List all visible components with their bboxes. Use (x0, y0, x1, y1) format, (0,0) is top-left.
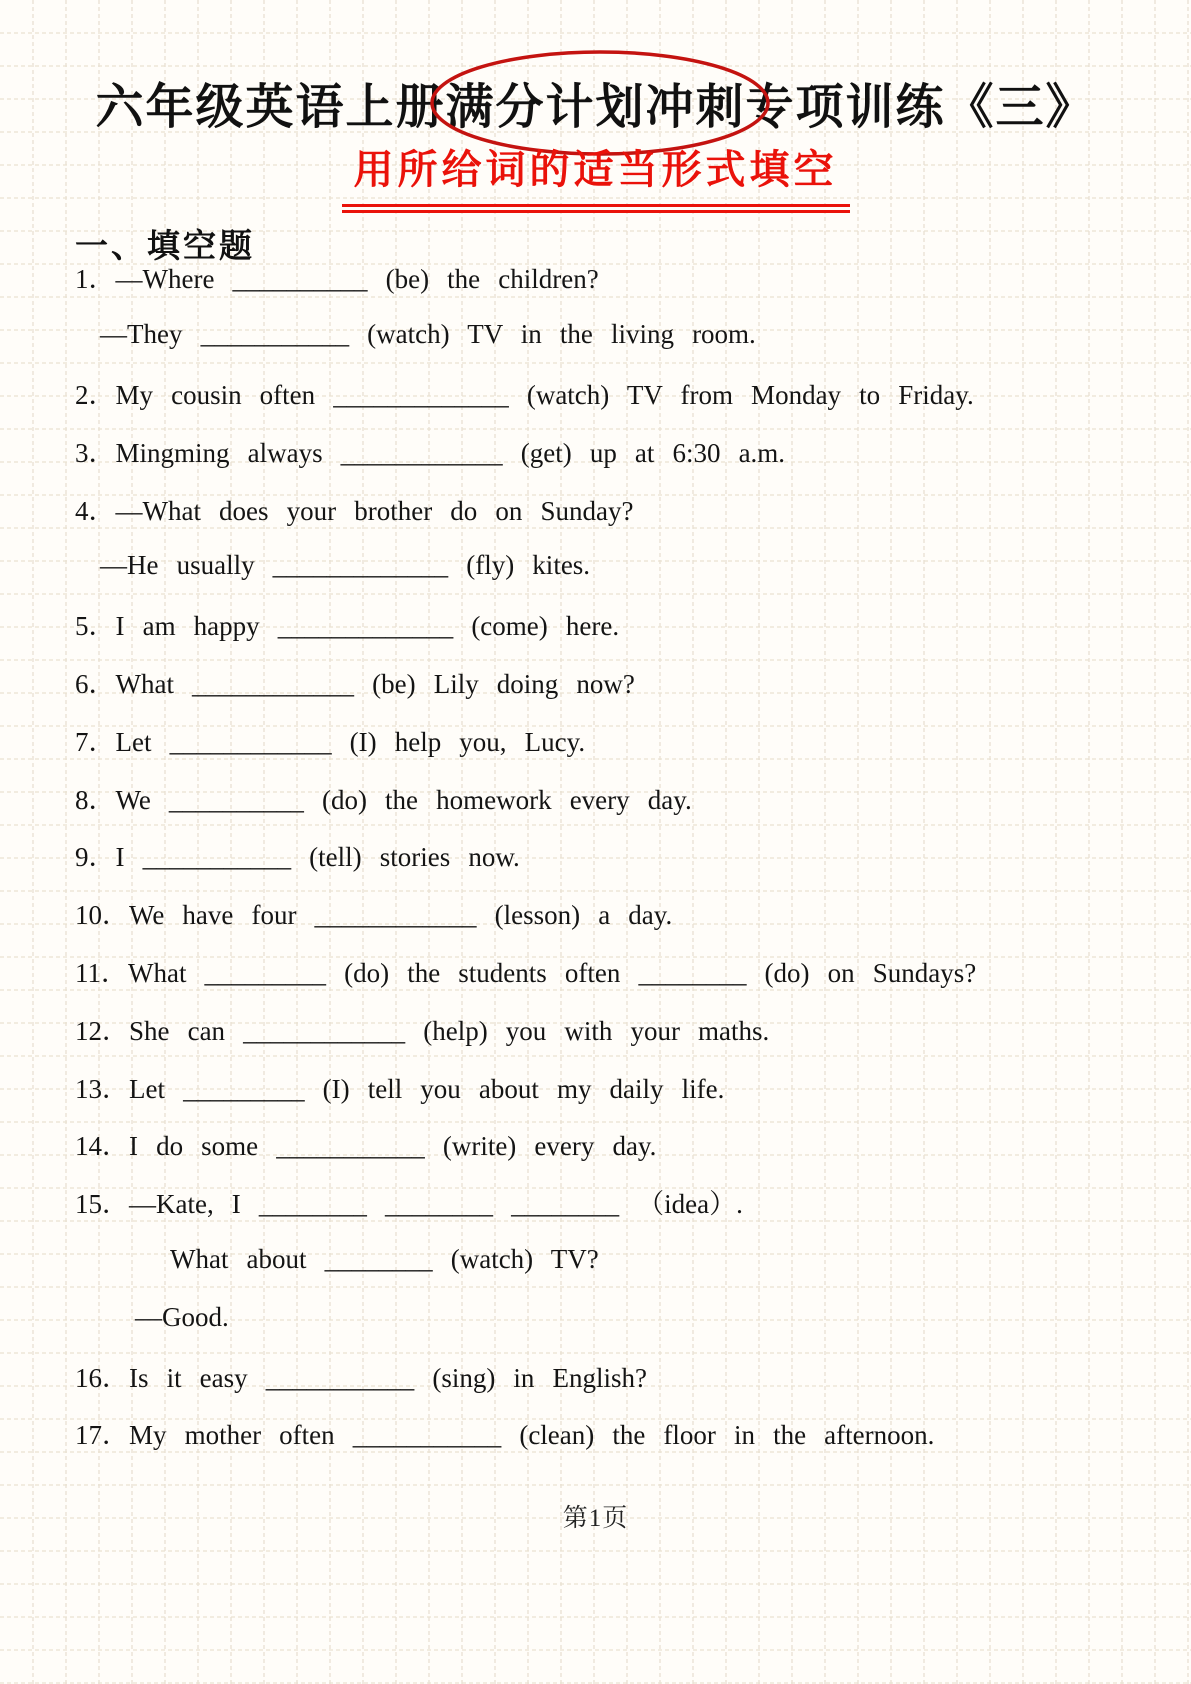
question-line: 16．Is it easy ___________ (sing) in English? (75, 1362, 647, 1393)
section-heading: 一、填空题 (75, 227, 255, 264)
question-line: 15．—Kate, I ________ ________ ________ （idea）. (75, 1189, 743, 1220)
question-line: 1．—Where __________ (be) the children? (75, 264, 599, 295)
page-subtitle: 用所给词的适当形式填空 (342, 138, 850, 213)
question-line: —They ___________ (watch) TV in the living room. (100, 319, 756, 350)
question-line: 7．Let ____________ (I) help you, Lucy. (75, 726, 586, 757)
question-line: 14．I do some ___________ (write) every day. (75, 1131, 657, 1162)
question-line: 12．She can ____________ (help) you with your maths. (75, 1015, 770, 1046)
question-line: 5．I am happy _____________ (come) here. (75, 611, 620, 642)
question-line: 2．My cousin often _____________ (watch) TV from Monday to Friday. (75, 379, 974, 410)
question-line: 13．Let _________ (I) tell you about my daily life. (75, 1073, 725, 1104)
subtitle-row (0, 138, 1191, 213)
question-line: 3．Mingming always ____________ (get) up at 6:30 a.m. (75, 437, 786, 468)
question-line: 10．We have four ____________ (lesson) a day. (75, 900, 673, 931)
question-line: —He usually _____________ (fly) kites. (100, 550, 591, 581)
question-line: 9．I ___________ (tell) stories now. (75, 842, 520, 873)
question-line: —Good. (135, 1301, 229, 1332)
question-line: 8．We __________ (do) the homework every day. (75, 784, 692, 815)
question-line: What about ________ (watch) TV? (170, 1243, 599, 1274)
question-list (0, 248, 1191, 1462)
question-line: 17．My mother often ___________ (clean) the floor in the afternoon. (75, 1420, 935, 1451)
page-title: 六年级英语上册满分计划冲刺专项训练《三》 (95, 81, 1096, 134)
page-number: 第1页 (562, 1505, 629, 1532)
question-line: 6．What ____________ (be) Lily doing now? (75, 668, 635, 699)
question-line: 4．—What does your brother do on Sunday? (75, 495, 634, 526)
question-line: 11．What _________ (do) the students often ________ (do) on Sundays? (75, 957, 977, 988)
